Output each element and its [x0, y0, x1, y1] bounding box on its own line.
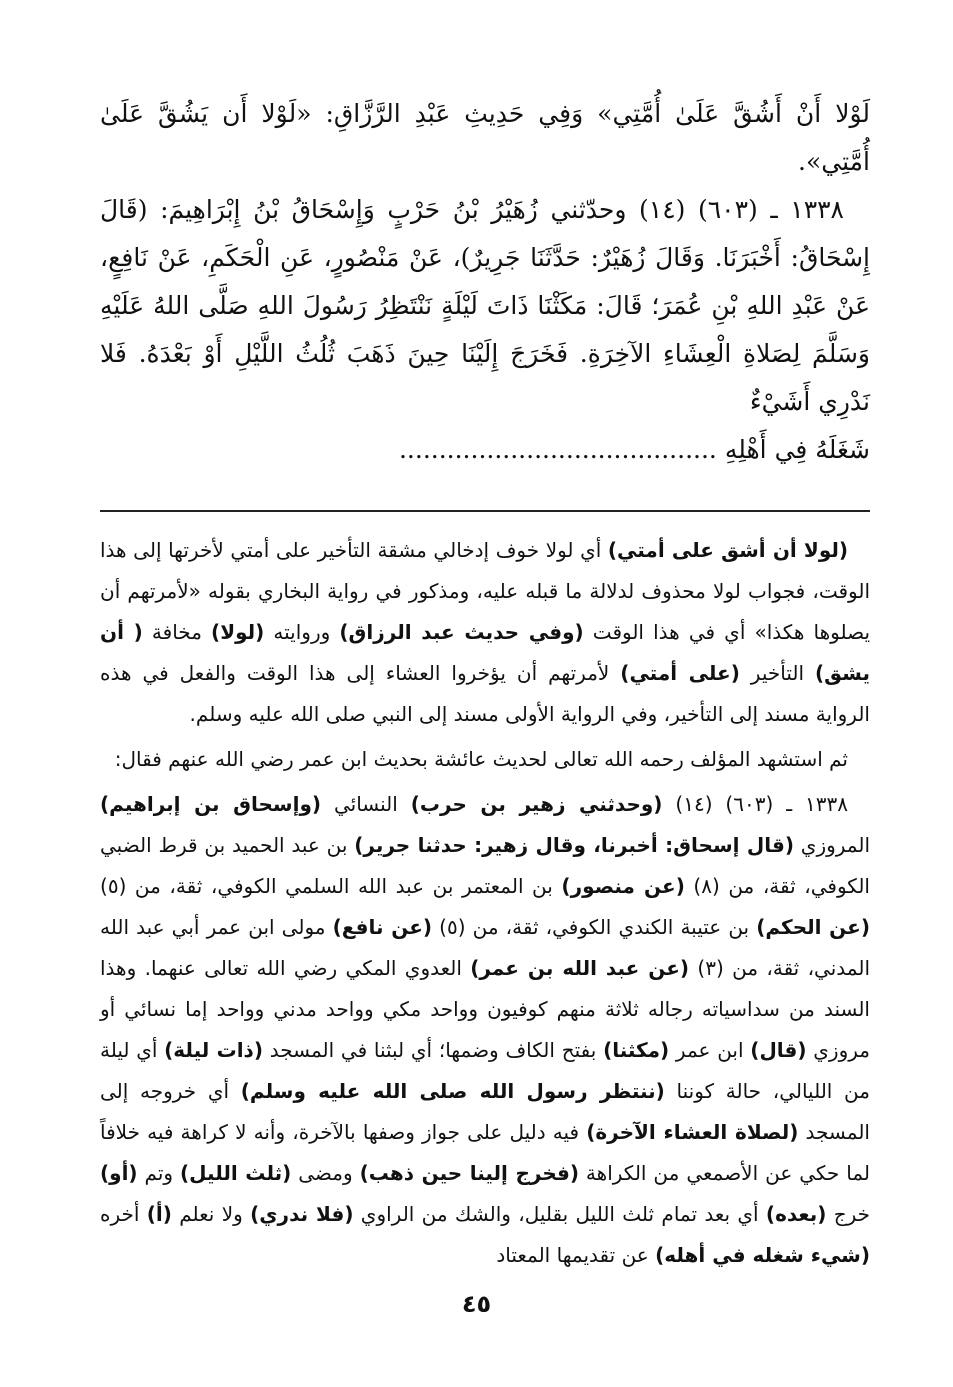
- commentary-text: ابن عمر: [669, 1038, 751, 1062]
- commentary-text: بن عتيبة الكندي الكوفي، ثقة، من (٥): [432, 915, 757, 939]
- quoted-text-bold: (شيء شغله في أهله): [655, 1243, 870, 1267]
- commentary-text: النسائي: [321, 792, 411, 816]
- quoted-text-bold: (عن منصور): [561, 874, 685, 898]
- commentary-text: أخره: [100, 1202, 147, 1226]
- commentary-text: أي لولا خوف إدخالي مشقة التأخير على أمتي لأخرتها إلى هذا الوقت، فجواب لولا محذوف لدلالة ما قبله عليه، ومذكور في رواية البخاري بقوله «لأمرتهم أن يصلوها هكذا» أي في هذا الوقت: [100, 538, 871, 644]
- quoted-text-bold: (على أمتي): [620, 661, 740, 685]
- commentary-text: خرج: [826, 1202, 871, 1226]
- commentary-text: وروايته: [264, 620, 340, 644]
- quoted-text-bold: (فلا ندري): [250, 1202, 354, 1226]
- commentary-text: وتم: [137, 1161, 181, 1185]
- quoted-text-bold: (بعده): [765, 1202, 827, 1226]
- quoted-text-bold: ( أن يشق): [100, 620, 870, 685]
- commentary-text: مخافة: [142, 620, 212, 644]
- quoted-text-bold: (وحدثني زهير بن حرب): [410, 792, 663, 816]
- matn-line-1: لَوْلا أَنْ أَشُقَّ عَلَىٰ أُمَّتِي» وَفِي حَدِيثِ عَبْدِ الرَّزَّاقِ: «لَوْلا أَن يَشُقَّ عَلَىٰ أُمَّتِي».: [100, 99, 870, 176]
- quoted-text-bold: (وإسحاق بن إبراهيم): [100, 792, 322, 816]
- separator-rule: [100, 510, 870, 512]
- ellipsis-dots: ........................................: [398, 435, 717, 464]
- commentary: [100, 530, 870, 1276]
- hadith-text: [100, 90, 870, 474]
- commentary-paragraph-3: [100, 784, 870, 1276]
- quoted-text-bold: (مكثنا): [603, 1038, 670, 1062]
- commentary-text: فيه دليل على جواز وصفها بالآخرة، وأنه لا كراهة فيه خلافاً لما حكي عن الأصمعي من الكراهة: [100, 1120, 870, 1185]
- quoted-text-bold: (فخرج إلينا حين ذهب): [359, 1161, 579, 1185]
- quoted-text-bold: (لولا): [211, 620, 265, 644]
- commentary-text: مولى ابن عمر أبي عبد الله المدني، ثقة، من (٣): [100, 915, 870, 980]
- commentary-text: المروزي: [794, 833, 871, 857]
- commentary-paragraph-1: [100, 530, 870, 735]
- quoted-text-bold: (قال إسحاق: أخبرنا، وقال زهير: حدثنا جرير): [354, 833, 794, 857]
- hadith-end-text: شَغَلَهُ فِي أَهْلِهِ: [724, 435, 870, 464]
- quoted-text-bold: (عن عبد الله بن عمر): [470, 956, 690, 980]
- commentary-text: عن تقديمها المعتاد: [496, 1243, 656, 1267]
- quoted-text-bold: (عن نافع): [332, 915, 433, 939]
- commentary-text: لأمرتهم أن يؤخروا العشاء إلى هذا الوقت والفعل في هذه الرواية مسند إلى التأخير، وفي الرواية الأولى مسند إلى النبي صلى الله عليه وسلم.: [100, 661, 870, 726]
- commentary-text: ولا نعلم: [171, 1202, 251, 1226]
- commentary-text: بفتح الكاف وضمها؛ أي لبثنا في المسجد: [262, 1038, 604, 1062]
- hadith-1338: ١٣٣٨ ـ (٦٠٣) (١٤) وحدّثني زُهَيْرُ بْنُ حَرْبٍ وَإِسْحَاقُ بْنُ إِبْرَاهِيمَ: (قَالَ إِسْحَاقُ: أَخْبَرَنَا. وَقَالَ زُهَيْرٌ: حَدَّثَنَا جَرِيرٌ)، عَنْ مَنْصُورٍ، عَنِ الْحَكَمِ، عَنْ نَافِعٍ، عَنْ عَبْدِ اللهِ بْنِ عُمَرَ؛ قَالَ: مَكَثْنَا ذَاتَ لَيْلَةٍ نَنْتَظِرُ رَسُولَ اللهِ صَلَّى اللهُ عَلَيْهِ وَسَلَّمَ لِصَلاةِ الْعِشَاءِ الآخِرَةِ. فَخَرَجَ إِلَيْنَا حِينَ ذَهَبَ ثُلُثُ اللَّيْلِ أَوْ بَعْدَهُ. فَلا نَدْرِي أَشَيْءٌ: [100, 195, 870, 416]
- commentary-text: أي خروجه إلى المسجد: [100, 1079, 870, 1144]
- quoted-text-bold: (أو): [100, 1161, 138, 1185]
- commentary-text: بن المعتمر بن عبد الله السلمي الكوفي، ثقة، من (٥): [100, 874, 562, 898]
- commentary-text: التأخير: [739, 661, 815, 685]
- page-number: ٤٥: [461, 1290, 492, 1318]
- quoted-text-bold: (قال): [750, 1038, 807, 1062]
- commentary-text: بن عبد الحميد بن قرط الضبي الكوفي، ثقة، من (٨): [100, 833, 870, 898]
- page: [100, 90, 870, 1340]
- quoted-text-bold: (ثلث الليل): [180, 1161, 292, 1185]
- quoted-text-bold: (عن الحكم): [756, 915, 870, 939]
- quoted-text-bold: (أ): [146, 1202, 172, 1226]
- quoted-text-bold: (وفي حديث عبد الرزاق): [339, 620, 584, 644]
- quoted-text-bold: (لولا أن أشق على أمتي): [607, 538, 849, 562]
- commentary-text: ومضى: [291, 1161, 360, 1185]
- hadith-1338-end: [100, 426, 870, 474]
- quoted-text-bold: (ذات ليلة): [164, 1038, 263, 1062]
- quoted-text-bold: (لصلاة العشاء الآخرة): [586, 1120, 799, 1144]
- commentary-text: العدوي المكي رضي الله تعالى عنهما. وهذا السند من سداسياته رجاله ثلاثة منهم كوفيون وواحد مكي وواحد مدني وواحد إما نسائي أو مروزي: [100, 956, 870, 1062]
- commentary-text: ١٣٣٨ ـ (٦٠٣) (١٤): [662, 792, 848, 816]
- quoted-text-bold: (ننتظر رسول الله صلى الله عليه وسلم): [240, 1079, 665, 1103]
- commentary-text: أي ليلة من الليالي، حالة كوننا: [100, 1038, 870, 1103]
- commentary-text: أي بعد تمام ثلث الليل بقليل، والشك من الراوي: [353, 1202, 766, 1226]
- commentary-paragraph-2: ثم استشهد المؤلف رحمه الله تعالى لحديث عائشة بحديث ابن عمر رضي الله عنهم فقال:: [114, 747, 848, 771]
